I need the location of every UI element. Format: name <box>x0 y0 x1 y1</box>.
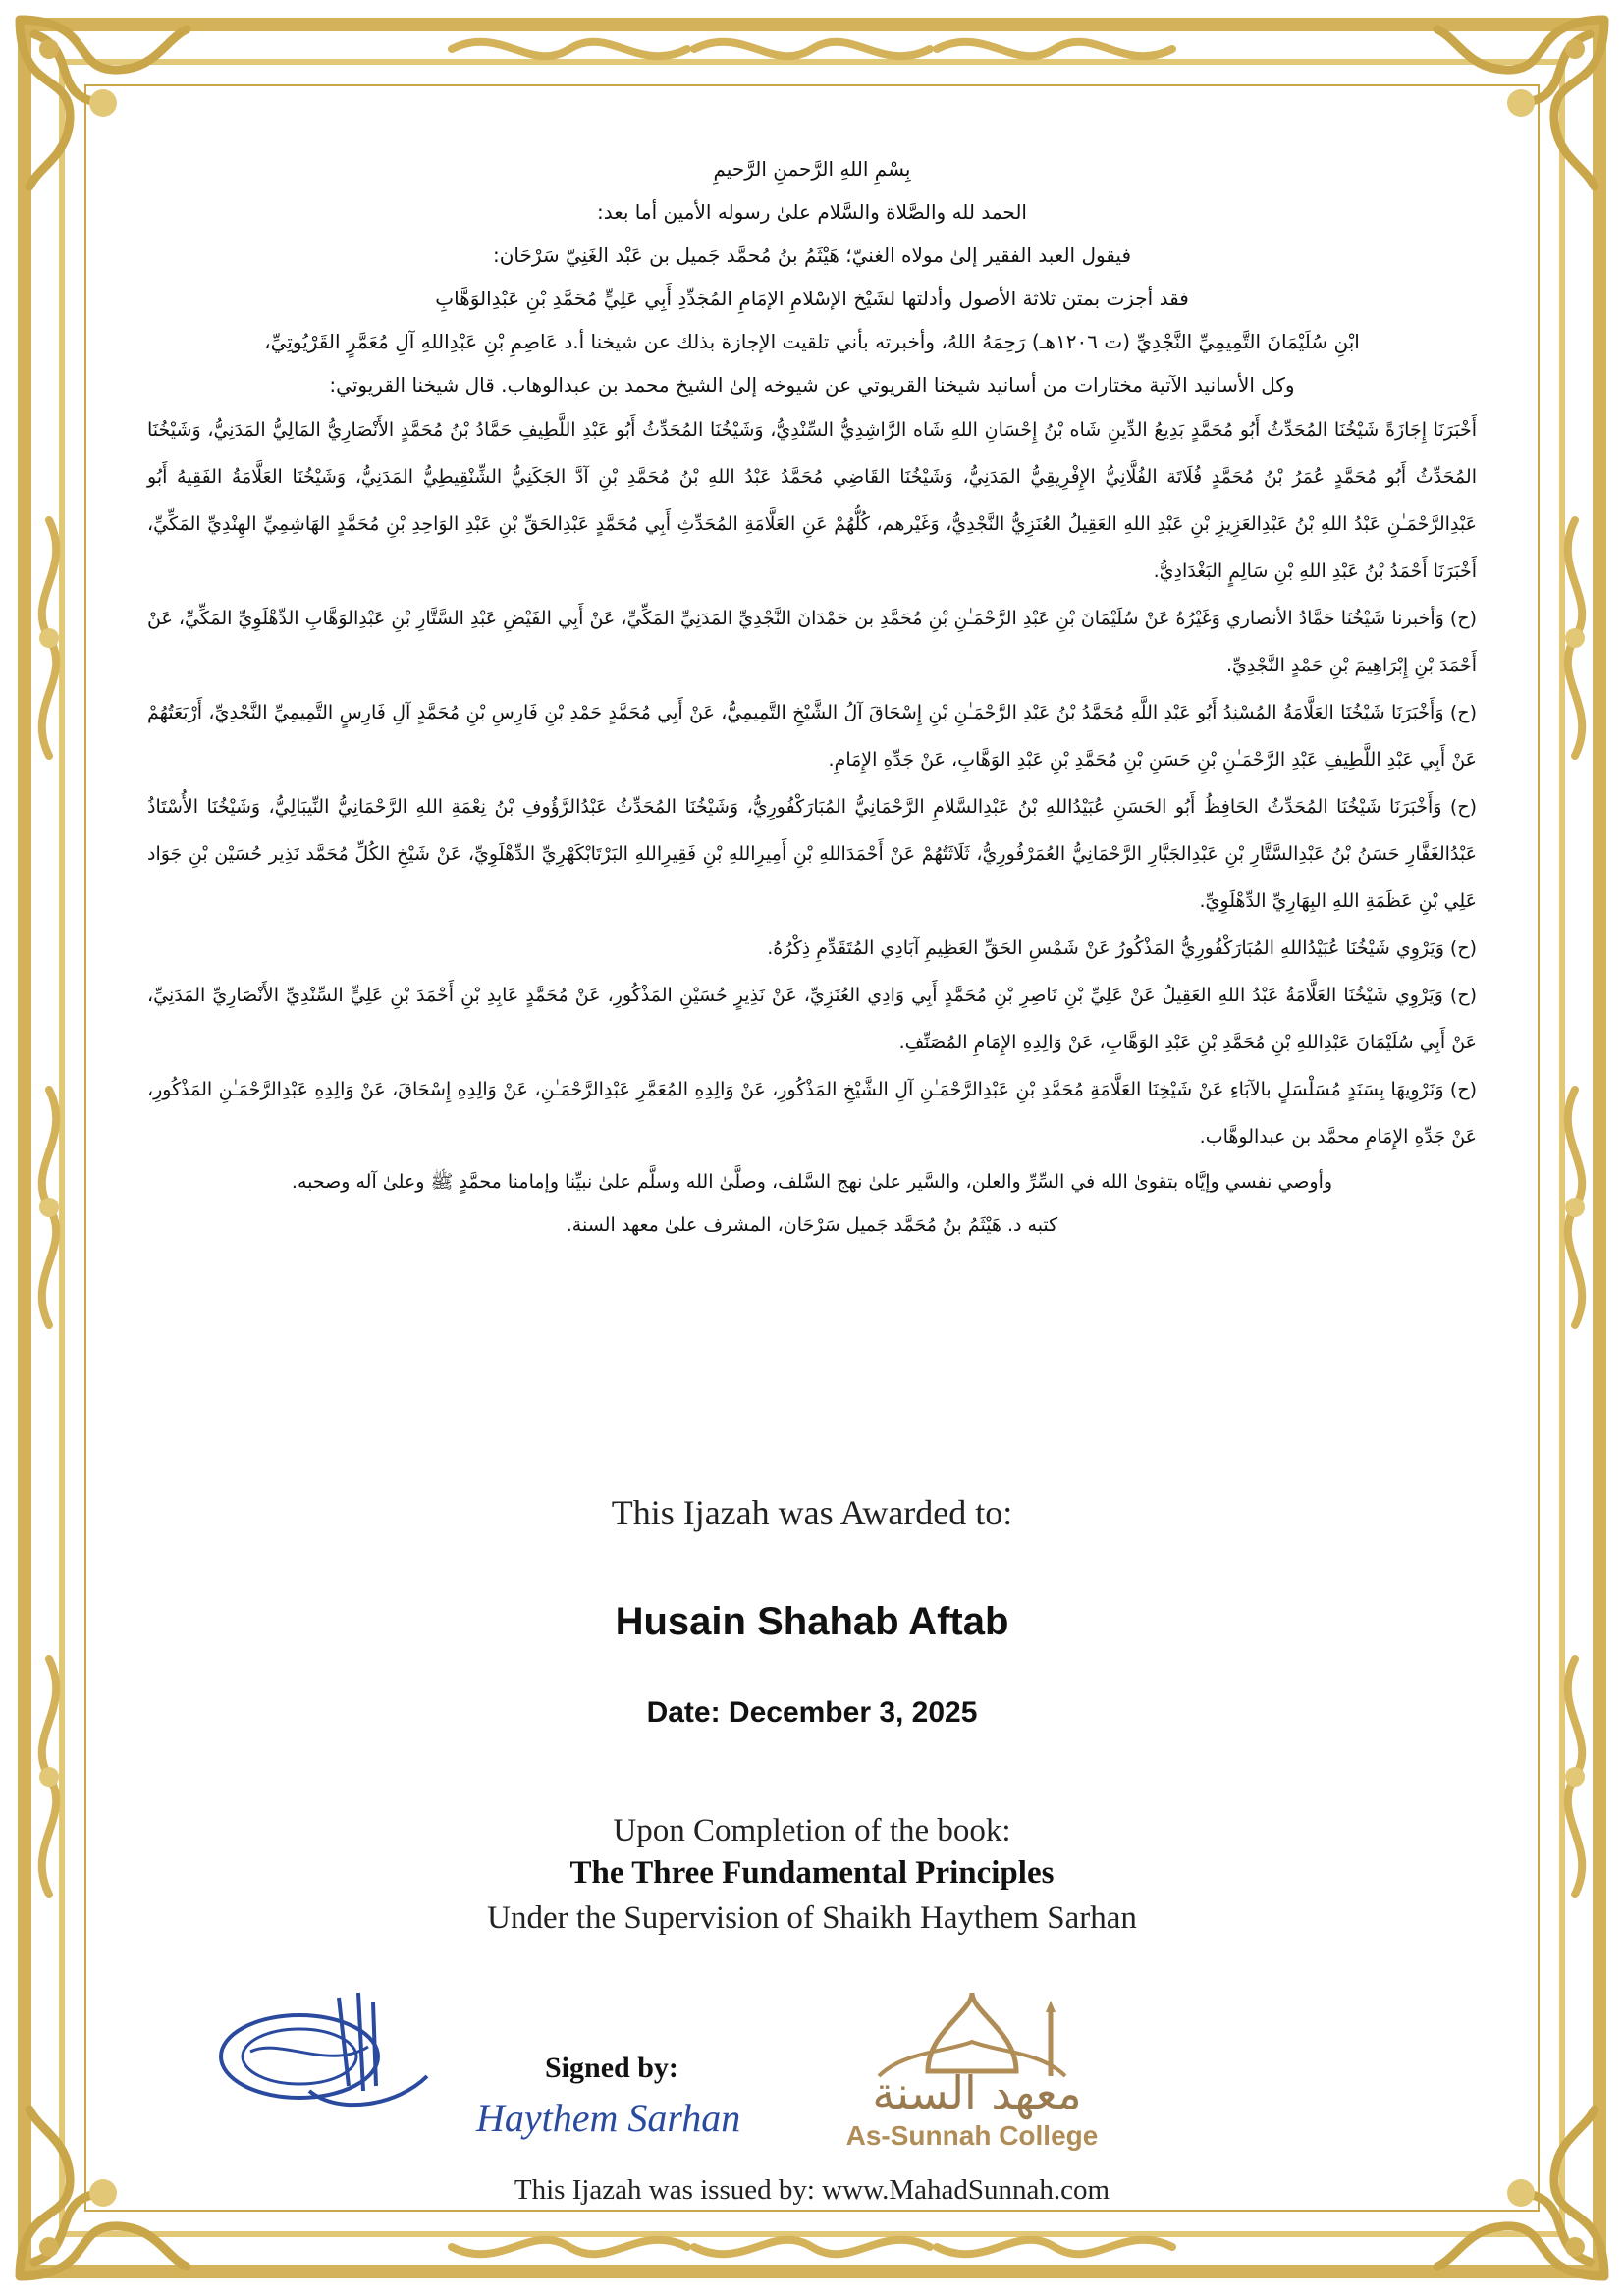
tughra-signature-icon <box>191 1978 437 2125</box>
grant-line: فقد أجزت بمتن ثلاثة الأصول وأدلتها لشَيْخ الإسْلامِ الإمَامِ المُجَدِّدِ أَبِي عَلِيٍّ مُحَمَّدِ بْنِ عَبْدِالوَهَّابِ <box>435 287 1189 310</box>
side-scroll-ornament-icon <box>1545 1080 1604 1335</box>
hamd-line: الحمد لله والصَّلاة والسَّلام علىٰ رسوله الأمين أما بعد: <box>597 200 1027 224</box>
side-scroll-ornament-icon <box>1545 510 1604 766</box>
asanid-line: وكل الأسانيد الآتية مختارات من أسانيد شيخنا القريوتي عن شيوخه إلىٰ الشيخ محمد بن عبدالوهاب. قال شيخنا القريوتي: <box>329 373 1295 397</box>
basmala: بِسْمِ اللهِ الرَّحمنِ الرَّحيمِ <box>713 157 911 181</box>
top-scroll-ornament-icon <box>684 20 940 79</box>
college-english-name: As-Sunnah College <box>845 2120 1099 2151</box>
isnad-paragraph: (ح) وَأخبرنا شَيْخُنَا حَمَّادُ الأنصاري وَغَيْرُهُ عَنْ سُلَيْمَانَ بْنِ عَبْدِ الرَّحْمَـٰنِ بْنِ مُحَمَّدِ بن حَمْدَانَ النَّجْدِيِّ المَدَنِيِّ المَكِّيِّ، عَنْ أَبِي الفَيْضِ عَبْدِ السَّتَّارِ بْنِ عَبْدِالوَهَّابِ الدِّهْلَوِيِّ المَكِّيِّ، عَنْ أَحْمَدَ بْنِ إِبْرَاهِيمَ بْنِ حَمْدٍ النَّجْدِيِّ. <box>147 608 1477 676</box>
bottom-scroll-ornament-icon <box>684 2217 940 2276</box>
side-scroll-ornament-icon <box>20 510 79 766</box>
isnad-paragraph: (ح) وَيَرْوِي شَيْخُنَا العَلَّامَةُ عَبْدُ اللهِ العَقِيلُ عَنْ عَلِيِّ بْنِ نَاصِرِ بْنِ مُحَمَّدٍ أَبِي وَادِي العُنَزِيِّ، عَنْ نَذِيرٍ حُسَيْنِ المَذْكُورِ، عَنْ مُحَمَّدٍ عَابِدِ بْنِ أَحْمَدَ بْنِ عَلِيٍّ السِّنْدِيِّ الأَنْصَارِيِّ المَدَنِيِّ، عَنْ أَبِي سُلَيْمَانَ عَبْدِاللهِ بْنِ مُحَمَّدِ بْنِ عَبْدِ الوَهَّابِ، عَنْ وَالِدِهِ الإِمَامِ المُصَنِّفِ. <box>147 985 1477 1053</box>
side-scroll-ornament-icon <box>20 1080 79 1335</box>
arabic-body <box>147 147 1477 1247</box>
intro-line: فيقول العبد الفقير إلىٰ مولاه الغنيّ؛ هَيْثَمُ بنُ مُحمَّد جَميل بن عَبْد الغَنِيّ سَرْحَان: <box>492 243 1132 267</box>
supervision-line: Under the Supervision of Shaikh Haythem Sarhan <box>487 1900 1137 1936</box>
issued-by-line: This Ijazah was issued by: www.MahadSunnah.com <box>514 2174 1110 2206</box>
isnad-paragraph: أَخْبَرَنَا إِجَازَةً شَيْخُنَا المُحَدِّثُ أَبُو مُحَمَّدٍ بَدِيعُ الدِّينِ شَاه بْنُ إِحْسَانِ اللهِ شَاه الرَّاشِدِيُّ السِّنْدِيُّ، وَشَيْخُنَا المُحَدِّثُ أَبُو عَبْدِ اللَّطِيفِ حَمَّادُ بْنُ مُحَمَّدٍ الأَنْصَارِيُّ المَالِيُّ المَدَنِيُّ، وَشَيْخُنَا المُحَدِّثُ أَبُو مُحَمَّدٍ عُمَرُ بْنُ مُحَمَّدٍ فُلَاتَة الفُلَّانِيُّ الإِفْرِيقِيُّ المَدَنِيُّ، وَشَيْخُنَا القَاضِي مُحَمَّدُ عَبْدُ اللهِ بْنُ مُحَمَّدِ بْنِ آدَّ الجَكَنِيُّ الشِّنْقِيطِيُّ المَدَنِيُّ، وَشَيْخُنَا العَلَّامَةُ الفَقِيهُ أَبُو عَبْدِالرَّحْمَـٰنِ عَبْدُ اللهِ بْنُ عَبْدِالعَزِيزِ بْنِ عَبْدِ اللهِ العَقِيلُ العُنَزِيُّ النَّجْدِيُّ، وَغَيْرهم، كُلُّهُمْ عَنِ العَلَّامَةِ المُحَدِّثِ أَبِي مُحَمَّدٍ عَبْدِالحَقِّ بْنِ عَبْدِ الوَاحِدِ بْنِ مُحَمَّدٍ الهَاشِمِيِّ الهِنْدِيِّ المَكِّيِّ، أَخْبَرَنَا أَحْمَدُ بْنُ عَبْدِ اللهِ بْنِ سَالِمٍ البَغْدَادِيُّ. <box>147 419 1477 582</box>
upon-completion-label: Upon Completion of the book: <box>613 1813 1011 1848</box>
award-date: Date: December 3, 2025 <box>646 1696 978 1729</box>
college-arabic-name: معهد السنة <box>872 2066 1082 2119</box>
grant-line-2: ابْنِ سُلَيْمَانَ التَّمِيمِيِّ النَّجْدِيِّ (ت ١٢٠٦هـ) رَحِمَهُ اللهُ، وأخبرته بأني تلقيت الإجازة بذلك عن شيخنا أ.د عَاصِمِ بْنِ عَبْدِاللهِ آلِ مُعَمَّرٍ القَرْيُوتِيِّ، <box>264 330 1360 353</box>
bottom-scroll-ornament-icon <box>442 2217 697 2276</box>
top-scroll-ornament-icon <box>927 20 1182 79</box>
top-scroll-ornament-icon <box>442 20 697 79</box>
bottom-scroll-ornament-icon <box>927 2217 1182 2276</box>
recipient-name: Husain Shahab Aftab <box>615 1600 1009 1643</box>
isnad-paragraph: (ح) وَيَرْوِي شَيْخُنَا عُبَيْدُاللهِ المُبَارَكْفُورِيُّ المَذْكُورُ عَنْ شَمْسِ الحَقِّ العَظِيمِ آبَادِي المُتَقَدِّمِ ذِكْرُهُ. <box>767 937 1477 959</box>
book-title: The Three Fundamental Principles <box>569 1855 1055 1891</box>
wasiyya-line: وأوصي نفسي وإيَّاه بتقوىٰ الله في السِّرِّ والعلن، والسَّير علىٰ نهج السَّلف، وصلَّىٰ الله وسلَّم علىٰ نبيِّنا وإمامنا محمَّدٍ ﷺ وعلىٰ آله وصحبه. <box>291 1171 1333 1193</box>
isnad-paragraph: (ح) وَأَخْبَرَنَا شَيْخُنَا المُحَدِّثُ الحَافِظُ أَبُو الحَسَنِ عُبَيْدُاللهِ بْنُ عَبْدِالسَّلامِ الرَّحْمَانِيُّ المُبَارَكْفُورِيُّ، وَشَيْخُنَا المُحَدِّثُ عَبْدُالرَّؤُوفِ بْنُ نِعْمَةِ اللهِ الرَّحْمَانِيُّ النِّيبَالِيُّ، وَشَيْخُنَا الأُسْتَاذُ عَبْدُالغَفَّارِ حَسَنُ بْنُ عَبْدِالسَّتَّارِ بْنِ عَبْدِالجَبَّارِ الرَّحْمَانِيُّ العُمَرْفُورِيُّ، ثَلَاثَتُهُمْ عَنْ أَحْمَدَاللهِ بْنِ أَمِيرِاللهِ بْنِ فَقِيرِاللهِ البَرْتَابْكَهْرِيِّ الدِّهْلَوِيِّ، عَنْ شَيْخِ الكُلِّ مُحَمَّد نَذِير حُسَيْن بْنِ جَوَاد عَلِي بْنِ عَظَمَةِ اللهِ البِهَارِيِّ الدِّهْلَوِيِّ. <box>147 796 1477 912</box>
katabahu-line: كتبه د. هَيْثَمُ بنُ مُحَمَّد جَميل سَرْحَان، المشرف علىٰ معهد السنة. <box>566 1214 1058 1236</box>
signature-name: Haythem Sarhan <box>476 2096 741 2140</box>
isnad-paragraph: (ح) وَنَرْوِيهَا بِسَنَدٍ مُسَلْسَلٍ بالآبَاءِ عَنْ شَيْخِنَا العَلَّامَةِ مُحَمَّدِ بْنِ عَبْدِالرَّحْمَـٰنِ آلِ الشَّيْخِ المَذْكُورِ، عَنْ وَالِدِهِ المُعَمَّرِ عَبْدِالرَّحْمَـٰنِ، عَنْ وَالِدِهِ إِسْحَاقَ، عَنْ وَالِدِهِ عَبْدِالرَّحْمَـٰنِ المَذْكُورِ، عَنْ جَدِّهِ الإِمَامِ محمَّد بن عبدالوهَّاب. <box>147 1079 1477 1148</box>
isnad-paragraph: (ح) وَأَخْبَرَنَا شَيْخُنَا العَلَّامَةُ المُسْنِدُ أَبُو عَبْدِ اللَّهِ مُحَمَّدُ بْنُ عَبْدِ الرَّحْمَـٰنِ بْنِ إِسْحَاقَ آلُ الشَّيْخِ التَّمِيمِيُّ، عَنْ أَبِي مُحَمَّدٍ حَمْدِ بْنِ فَارِسِ بْنِ مُحَمَّدٍ آلِ فَارِسٍ التَّمِيمِيِّ النَّجْدِيِّ، أَرْبَعَتُهُمْ عَنْ أَبِي عَبْدِ اللَّطِيفِ عَبْدِ الرَّحْمَـٰنِ بْنِ حَسَنِ بْنِ مُحَمَّدِ بْنِ عَبْدِ الوَهَّابِ، عَنْ جَدِّهِ الإِمَامِ. <box>147 702 1477 771</box>
signed-by-label: Signed by: <box>545 2052 678 2084</box>
awarded-label: This Ijazah was Awarded to: <box>611 1493 1013 1532</box>
